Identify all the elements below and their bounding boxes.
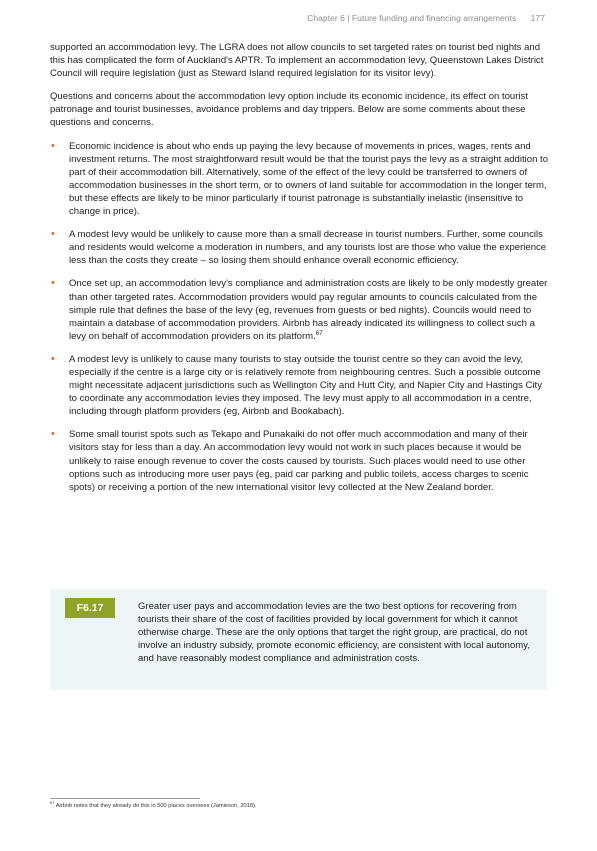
footnote-divider [50,798,200,799]
body-text [50,41,552,504]
list-item [50,428,552,493]
list-item [50,140,552,219]
running-header [307,13,545,23]
paragraph: Questions and concerns about the accommodation levy option include its economic incidence, its effect on tourist patronage and tourist businesses, avoidance problems and day trippers. Below are some comments about these questions and concerns. [50,91,528,129]
page-number: 177 [530,13,545,23]
finding-label: F6.17 [65,598,115,618]
footnote [50,800,257,809]
list-item [50,353,552,418]
bullet-icon: • [51,352,55,365]
bullet-icon: • [51,428,55,441]
footnote-reference[interactable]: 67 [315,330,323,337]
chapter-title: Chapter 6 | Future funding and financing arrangements [307,13,517,23]
list-item-text: Once set up, an accommodation levy's compliance and administration costs are likely to be only modestly greater than other targeted rates. Accommodation providers would pay regular amounts to councils calculated from the simple rule that defines the base of the levy (eg, revenues from guests or bed nights). Councils would need to maintain a database of accommodation providers. Airbnb has already indicated its willingness to collect such a levy on behalf of accommodation providers on its platform. [69,278,548,342]
footnote-number: 67 [50,800,55,806]
list-item-text: A modest levy would be unlikely to cause more than a small decrease in tourist numbers. Further, some councils and residents would welcome a moderation in numbers, and any tourists lost are those who value the experience less than the costs they create – so losing them should enhance overall economic efficiency. [69,229,547,267]
paragraph: supported an accommodation levy. The LGRA does not allow councils to set targeted rates on tourist bed nights and this has complicated the form of Auckland's APTR. To implement an accommodation levy, Queenstown Lakes District Council will require legislation (just as Steward Island required legislation for its visitor levy). [50,42,544,80]
list-item-text: A modest levy is unlikely to cause many tourists to stay outside the tourist centre so they can avoid the levy, especially if the centre is a large city or is relatively remote from neighbouring centres. Such a possible outcome might necessitate adjacent jurisdictions such as Wellington City and Hutt City, and Napier City and Hastings City to coordinate any accommodation levies they imposed. The levy must apply to all accommodation in a centre, including through platform providers (eg, Airbnb and Bookabach). [69,353,542,418]
bullet-icon: • [51,139,55,152]
finding-box [50,589,547,690]
bullet-icon: • [51,277,55,290]
bullet-icon: • [51,228,55,241]
list-item [50,277,552,342]
bullet-list [50,140,552,494]
finding-text: Greater user pays and accommodation levies are the two best options for recovering from tourists their share of the cost of facilities provided by local government for which it cannot otherwise charge. These are the only options that target the right group, are practical, do not involve an industry subsidy, promote economic efficiency, are consistent with local autonomy, and have reasonably modest compliance and administration costs. [138,601,530,665]
list-item-text: Economic incidence is about who ends up paying the levy because of movements in prices, wages, rents and investment returns. The most straightforward result would be that the tourist pays the levy as a straight addition to part of their accommodation bill. Alternatively, some of the effect of the levy could be transferred to owners of accommodation businesses in the short term, or to owners of land suitable for accommodation in the longer term, but these effects are likely to be minor particularly if tourist patronage is substantially inelastic (insensitive to change in price). [69,140,548,218]
footnote-text: Airbnb notes that they already do this in 500 places oversees (Jamieson, 2018). [55,803,257,809]
list-item [50,228,552,267]
list-item-text: Some small tourist spots such as Tekapo and Punakaiki do not offer much accommodation and many of their visitors stay for less than a day. An accommodation levy would not work in such places because it would be unlikely to raise enough revenue to cover the costs caused by tourists. Such places would need to use other options such as introducing more user pays (eg, paid car parking and public toilets, access charges to scenic spots) or receiving a portion of the new international visitor levy collected at the New Zealand border. [69,429,529,493]
